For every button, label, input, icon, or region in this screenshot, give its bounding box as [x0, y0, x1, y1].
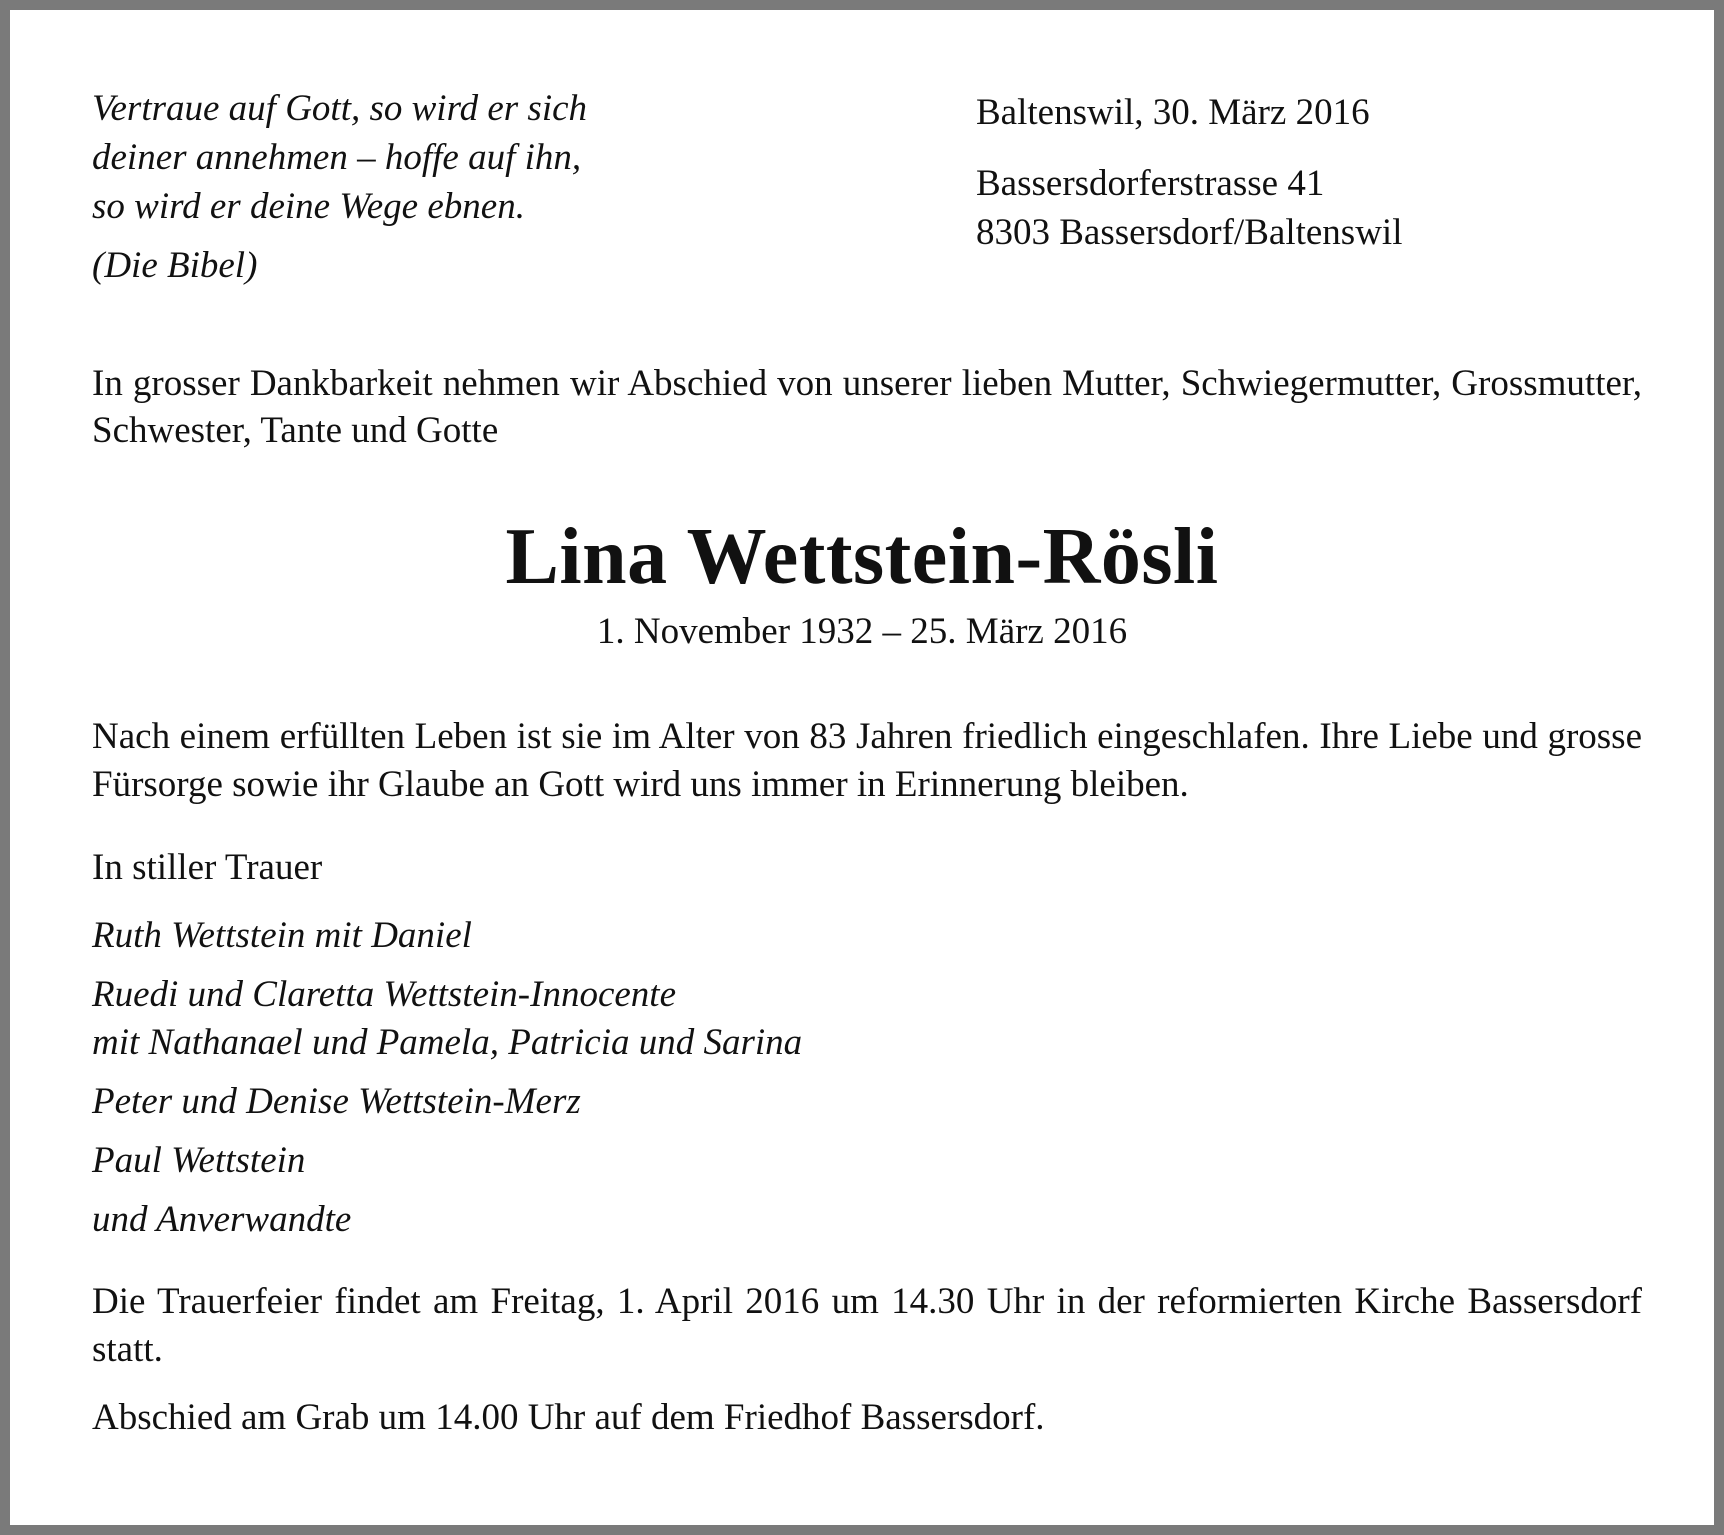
mourner-line: Paul Wettstein	[92, 1140, 306, 1181]
mourner-entry	[92, 971, 1092, 1067]
place-date: Baltenswil, 30. März 2016	[976, 92, 1370, 133]
mourner-line: mit Nathanael und Pamela, Patricia und Sarina	[92, 1022, 803, 1063]
page-frame	[10, 10, 1714, 1525]
mourner-entry	[92, 912, 1092, 960]
address-city: 8303 Bassersdorf/Baltenswil	[976, 212, 1403, 253]
mourning-label: In stiller Trauer	[92, 847, 323, 888]
verse-line: so wird er deine Wege ebnen.	[92, 186, 525, 227]
mourner-entry	[92, 1137, 1092, 1185]
tribute-paragraph: Nach einem erfüllten Leben ist sie im Alter von 83 Jahren friedlich eingeschlafen. Ihre Liebe und grosse Fürsorge sowie ihr Glaube an Gott wird uns immer in Erinnerung bleiben.	[92, 716, 1642, 805]
mourner-line: Ruth Wettstein mit Daniel	[92, 915, 472, 956]
verse-line: deiner annehmen – hoffe auf ihn,	[92, 137, 582, 178]
obituary-notice	[10, 10, 1714, 1525]
mourner-line: Ruedi und Claretta Wettstein-Innocente	[92, 974, 676, 1015]
bible-verse	[92, 84, 852, 290]
mourner-line: und Anverwandte	[92, 1199, 352, 1240]
mourner-line: Peter und Denise Wettstein-Merz	[92, 1081, 581, 1122]
deceased-name: Lina Wettstein-Rösli	[505, 513, 1219, 601]
intro-paragraph: In grosser Dankbarkeit nehmen wir Abschied von unserer lieben Mutter, Schwiegermutter, Grossmutter, Schwester, Tante und Gotte	[92, 363, 1642, 451]
mourners-list	[92, 912, 1092, 1255]
address-street: Bassersdorferstrasse 41	[976, 163, 1325, 204]
verse-source: (Die Bibel)	[92, 245, 258, 286]
mourner-entry	[92, 1078, 1092, 1126]
service-paragraph: Die Trauerfeier findet am Freitag, 1. April 2016 um 14.30 Uhr in der reformierten Kirche Bassersdorf statt.	[92, 1281, 1642, 1370]
deceased-lifespan: 1. November 1932 – 25. März 2016	[596, 611, 1128, 652]
mourner-entry	[92, 1196, 1092, 1244]
grave-paragraph: Abschied am Grab um 14.00 Uhr auf dem Friedhof Bassersdorf.	[92, 1397, 1045, 1438]
verse-line: Vertraue auf Gott, so wird er sich	[92, 88, 588, 129]
place-and-address	[976, 88, 1676, 257]
